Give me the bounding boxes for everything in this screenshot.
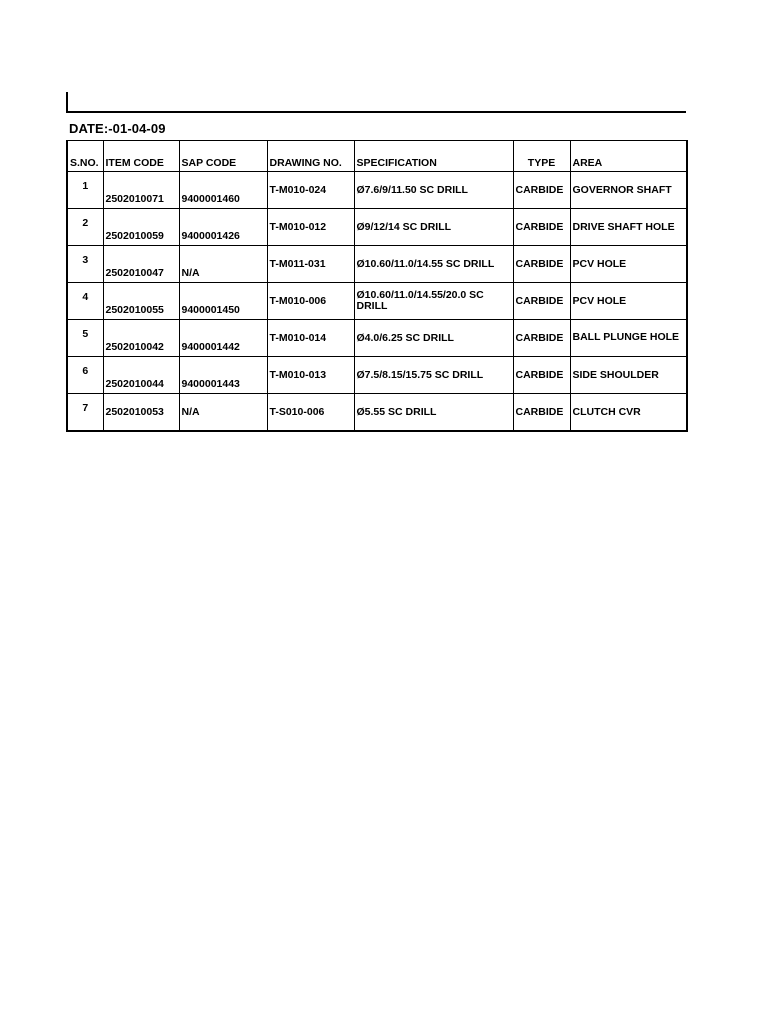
table-row <box>67 394 687 432</box>
cell-item-code: 2502010042 <box>103 320 179 357</box>
cell-item-code: 2502010053 <box>103 394 179 432</box>
cell-item-code: 2502010071 <box>103 172 179 209</box>
cell-type: CARBIDE <box>513 209 570 246</box>
header-drawing-no: DRAWING NO. <box>267 141 354 172</box>
cell-type: CARBIDE <box>513 357 570 394</box>
cell-drawing-no: T-M010-012 <box>267 209 354 246</box>
cell-area: CLUTCH CVR <box>570 394 687 432</box>
cell-item-code: 2502010059 <box>103 209 179 246</box>
cell-type: CARBIDE <box>513 172 570 209</box>
cell-drawing-no: T-M010-013 <box>267 357 354 394</box>
cell-item-code: 2502010055 <box>103 283 179 320</box>
table-header-row <box>67 141 687 172</box>
cell-specification: Ø4.0/6.25 SC DRILL <box>354 320 513 357</box>
cell-sap-code: 9400001442 <box>179 320 267 357</box>
cell-sap-code: N/A <box>179 394 267 432</box>
date-label: DATE:-01-04-09 <box>69 121 166 136</box>
cell-sap-code: N/A <box>179 246 267 283</box>
table-row <box>67 320 687 357</box>
cell-type: CARBIDE <box>513 283 570 320</box>
cell-item-code: 2502010044 <box>103 357 179 394</box>
table-row <box>67 357 687 394</box>
cell-area: BALL PLUNGE HOLE <box>570 320 687 357</box>
cell-type: CARBIDE <box>513 394 570 432</box>
cell-item-code: 2502010047 <box>103 246 179 283</box>
cell-specification: Ø7.6/9/11.50 SC DRILL <box>354 172 513 209</box>
left-border-stub <box>66 92 68 112</box>
cell-drawing-no: T-M010-014 <box>267 320 354 357</box>
cell-type: CARBIDE <box>513 320 570 357</box>
header-area: AREA <box>570 141 687 172</box>
cell-specification: Ø10.60/11.0/14.55 SC DRILL <box>354 246 513 283</box>
cell-area: SIDE SHOULDER <box>570 357 687 394</box>
cell-drawing-no: T-M011-031 <box>267 246 354 283</box>
header-sno: S.NO. <box>67 141 103 172</box>
cell-sno: 4 <box>67 283 103 320</box>
cell-sap-code: 9400001426 <box>179 209 267 246</box>
cell-drawing-no: T-M010-024 <box>267 172 354 209</box>
table-row <box>67 246 687 283</box>
cell-specification: Ø5.55 SC DRILL <box>354 394 513 432</box>
table-row <box>67 172 687 209</box>
cell-area: GOVERNOR SHAFT <box>570 172 687 209</box>
cell-area: PCV HOLE <box>570 246 687 283</box>
cell-sno: 1 <box>67 172 103 209</box>
header-type: TYPE <box>513 141 570 172</box>
cell-sap-code: 9400001450 <box>179 283 267 320</box>
cell-drawing-no: T-M010-006 <box>267 283 354 320</box>
cell-sno: 5 <box>67 320 103 357</box>
cell-sap-code: 9400001443 <box>179 357 267 394</box>
cell-sap-code: 9400001460 <box>179 172 267 209</box>
cell-specification: Ø9/12/14 SC DRILL <box>354 209 513 246</box>
cell-type: CARBIDE <box>513 246 570 283</box>
cell-specification: Ø7.5/8.15/15.75 SC DRILL <box>354 357 513 394</box>
cell-area: PCV HOLE <box>570 283 687 320</box>
cell-sno: 3 <box>67 246 103 283</box>
top-rule <box>66 111 686 113</box>
header-specification: SPECIFICATION <box>354 141 513 172</box>
cell-sno: 2 <box>67 209 103 246</box>
tools-table <box>66 140 688 432</box>
cell-sno: 6 <box>67 357 103 394</box>
header-sap-code: SAP CODE <box>179 141 267 172</box>
cell-specification: Ø10.60/11.0/14.55/20.0 SC DRILL <box>354 283 513 320</box>
cell-drawing-no: T-S010-006 <box>267 394 354 432</box>
header-item-code: ITEM CODE <box>103 141 179 172</box>
table-row <box>67 283 687 320</box>
cell-area: DRIVE SHAFT HOLE <box>570 209 687 246</box>
table-row <box>67 209 687 246</box>
cell-sno: 7 <box>67 394 103 432</box>
